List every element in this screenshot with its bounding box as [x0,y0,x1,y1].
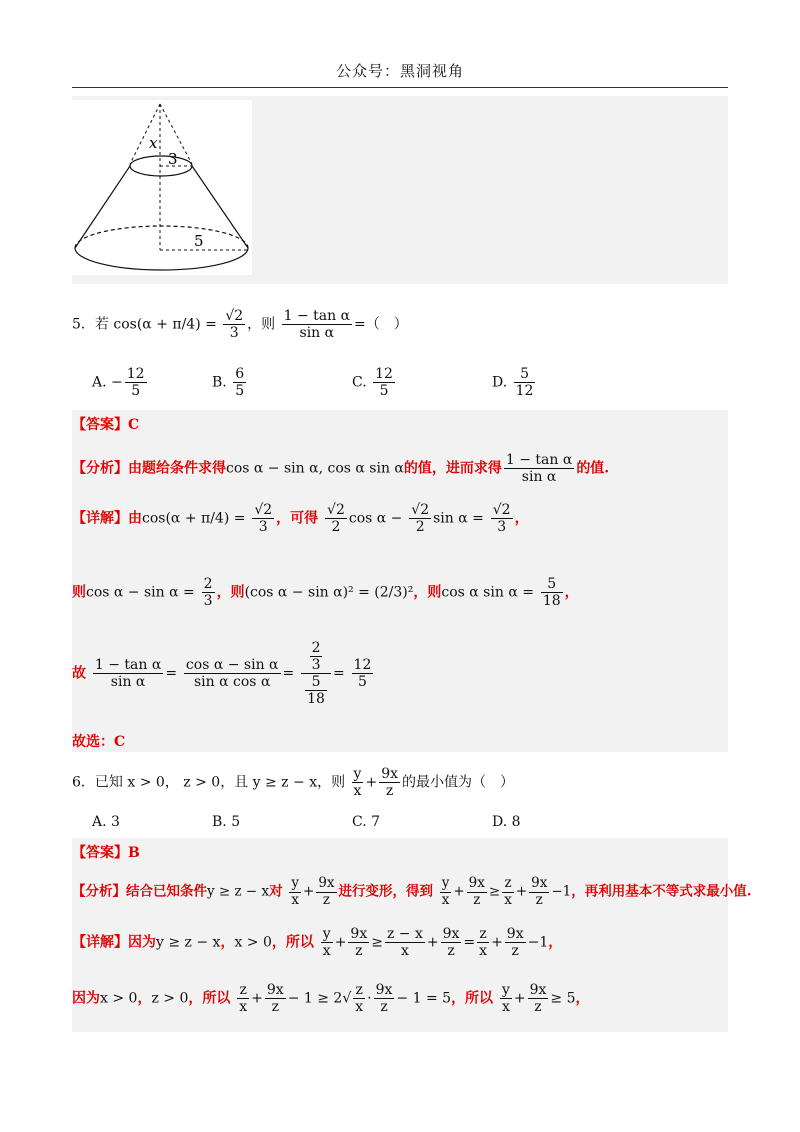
q5-detail-line2: 则cos α − sin α = $\frac{2}{3}$ ，则(cos α − sin α)² = (2/3)²，则cos α sin α = $\frac{5}{18}$ ， [72,576,579,610]
q6-stem: 6．已知 x > 0， z > 0，且 y ≥ z − x，则 $\frac{y}{x}$ + $\frac{9x}{z}$ 的最小值为（ ） [72,766,515,800]
figure-label-x: x [149,134,158,152]
q6-analysis: 【分析】结合已知条件y ≥ z − x对 $\frac{y}{x}$ + $\frac{9x}{z}$ 进行变形，得到 $\frac{y}{x}$ + $\frac{9x}{z}$ ≥ $\frac{z}{x}$ + $\frac{9x}{z}$ −1，再利用基本不等式求最小值. [72,875,752,908]
q5-option-a: A. − $\frac{12}{5}$ [92,366,145,400]
q6-detail-line2: 因为x > 0，z > 0，所以 $\frac{z}{x}$ + $\frac{9x}{z}$ − 1 ≥ 2√ $\frac{z}{x}$ · $\frac{9x}{z}$ − 1 = 5，所以 $\frac{y}{x}$ + $\frac{9x}{z}$ ≥ 5， [72,982,590,1016]
q5-ze: ，则 [247,316,276,333]
figure-label-bottom-radius: 5 [194,232,204,250]
header-divider [72,87,728,88]
q5-detail-line3: 故 $\frac{\text{1 − tan α}}{\text{sin α}}$ = $\frac{\text{cos α − sin α}}{\text{sin α cos α}}$ = $\frac{\frac{2}{3}}{\frac{5}{18}}$ = $\frac{12}{5}$ [72,640,372,708]
q6-answer: 【答案】B [72,845,140,861]
q5-option-b: B. $\frac{6}{5}$ [212,366,245,400]
q5-answer: 【答案】C [72,417,140,433]
q5-detail-line1: 【详解】由cos(α + π/4) = $\frac{√2}{3}$ ，可得 $\frac{√2}{2}$ cos α − $\frac{√2}{2}$ sin α = $\frac{√2}{3}$ ， [72,502,529,536]
q6-option-d: D. 8 [492,814,521,830]
q5-condition-rhs: $\frac{√2}{3}$ [225,308,244,342]
q5-stem: 5．若 cos(α + π/4) = $\frac{√2}{3}$ ，则 $\frac{\text{1 − tan α}}{\text{sin α}}$ =（ ） [72,308,408,342]
q5-option-d: D. $\frac{5}{12}$ [492,366,534,400]
q5-ruo: 若 [94,316,109,333]
q6-option-b: B. 5 [212,814,241,830]
page-header-title: 公众号：黑洞视角 [335,62,464,80]
q5-conclusion: 故选：C [72,734,126,750]
q6-option-c: C. 7 [352,814,381,830]
frustum-figure [72,100,252,275]
q5-number: 5． [72,316,95,333]
figure-label-top-radius: 3 [168,150,178,168]
q5-option-c: C. $\frac{12}{5}$ [352,366,393,400]
q6-option-a: A. 3 [92,814,120,830]
q5-analysis: 【分析】由题给条件求得cos α − sin α, cos α sin α的值，进而求得 $\frac{\text{1 − tan α}}{\text{sin α}}$ 的值. [72,452,610,486]
q5-condition-lhs: cos(α + π/4) [113,316,201,333]
q6-detail-line1: 【详解】因为y ≥ z − x，x > 0，所以 $\frac{y}{x}$ + $\frac{9x}{z}$ ≥ $\frac{z - x}{x}$ + $\frac{9x}{z}$ = $\frac{z}{x}$ + $\frac{9x}{z}$ −1， [72,926,563,960]
q5-target-expression: $\frac{\text{1 − tan α}}{\text{sin α}}$ [283,308,351,342]
q5-equals: = [354,316,366,333]
q5-paren: （ ） [365,316,408,333]
frustum-diagram [72,100,252,275]
